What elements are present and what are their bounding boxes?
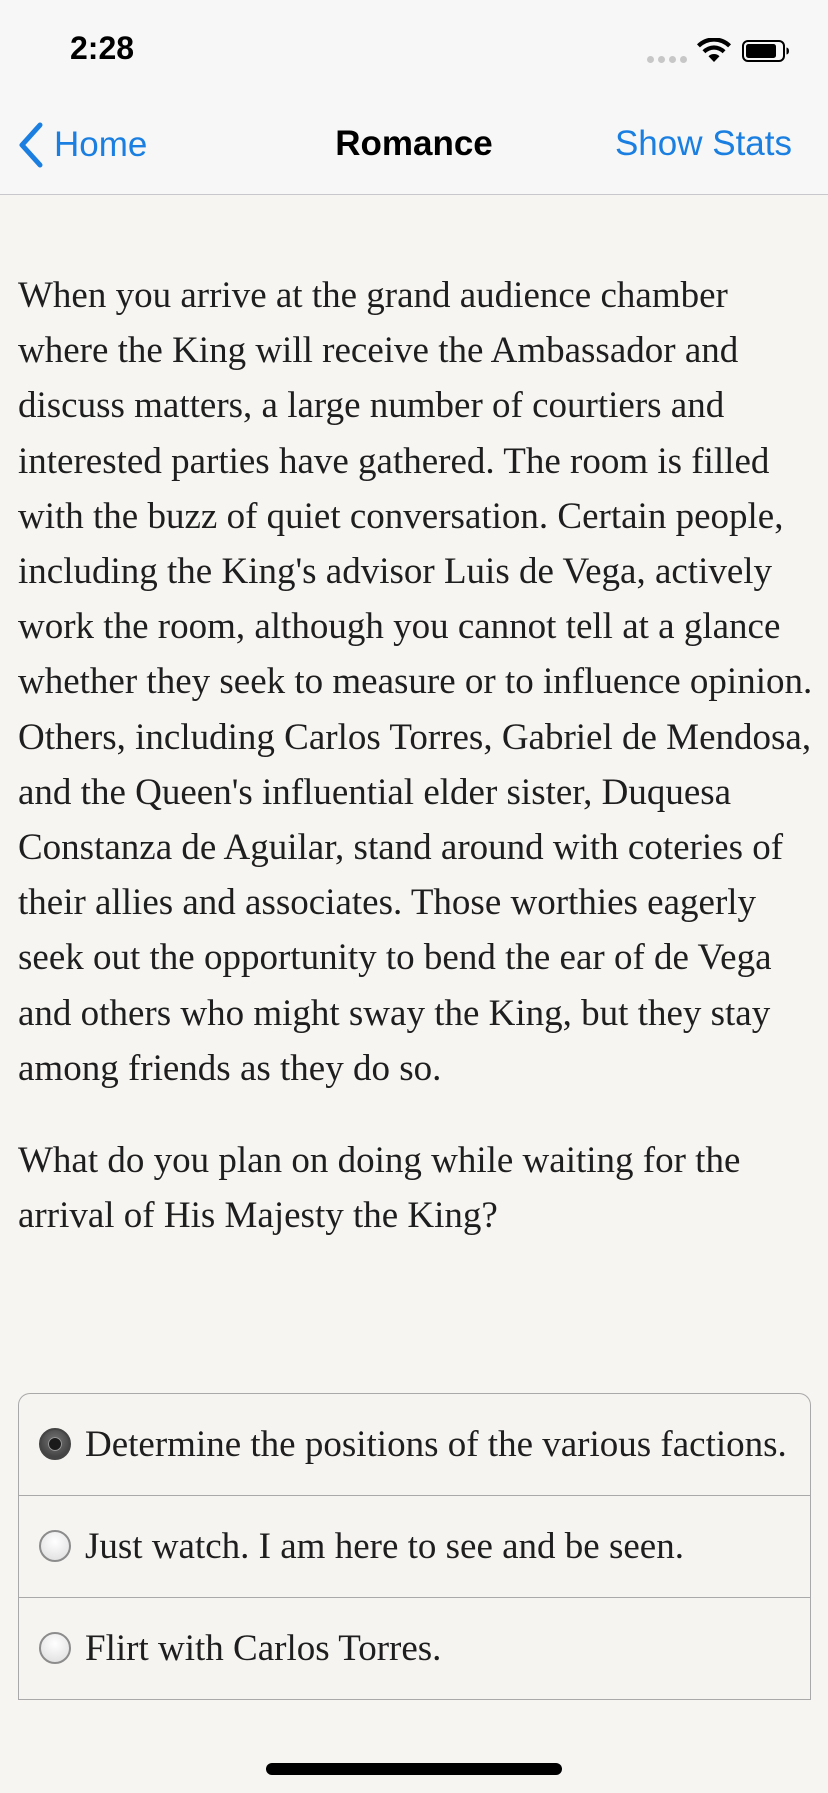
radio-selected-icon[interactable] — [39, 1428, 71, 1460]
radio-unselected-icon[interactable] — [39, 1530, 71, 1562]
choice-label: Flirt with Carlos Torres. — [85, 1628, 442, 1669]
story-question: What do you plan on doing while waiting for the arrival of His Majesty the King? — [18, 1140, 741, 1237]
story-text — [18, 268, 813, 1243]
navigation-bar — [0, 96, 828, 195]
radio-unselected-icon[interactable] — [39, 1632, 71, 1664]
battery-icon — [742, 40, 790, 62]
status-bar — [0, 0, 828, 96]
story-paragraph: When you arrive at the grand audience chamber where the King will receive the Ambassador and discuss matters, a large number of courtiers and interested parties have gathered. The room is filled with the buzz of quiet conversation. Certain people, including the King's advisor Luis de Vega, actively work the room, although you cannot tell at a glance whether they seek to measure or to influence opinion. Others, including Carlos Torres, Gabriel de Mendosa, and the Queen's influential elder sister, Duquesa Constanza de Aguilar, stand around with coteries of their allies and associates. Those worthies eagerly seek out the opportunity to bend the ear of de Vega and others who might sway the King, but they stay among friends as they do so. — [18, 275, 813, 1089]
wifi-icon — [697, 38, 731, 64]
choice-list — [18, 1393, 811, 1700]
show-stats-button[interactable]: Show Stats — [614, 124, 792, 163]
page-title: Romance — [335, 124, 493, 163]
choice-label: Determine the positions of the various factions. — [85, 1424, 787, 1465]
signal-dots-icon — [647, 56, 687, 63]
choice-option-flirt[interactable] — [19, 1598, 810, 1700]
back-button-label: Home — [54, 125, 148, 164]
choice-option-watch[interactable] — [19, 1496, 810, 1598]
choice-option-factions[interactable] — [19, 1394, 810, 1496]
home-indicator[interactable] — [266, 1763, 562, 1775]
status-time: 2:28 — [70, 30, 135, 66]
choice-label: Just watch. I am here to see and be seen. — [85, 1526, 684, 1567]
